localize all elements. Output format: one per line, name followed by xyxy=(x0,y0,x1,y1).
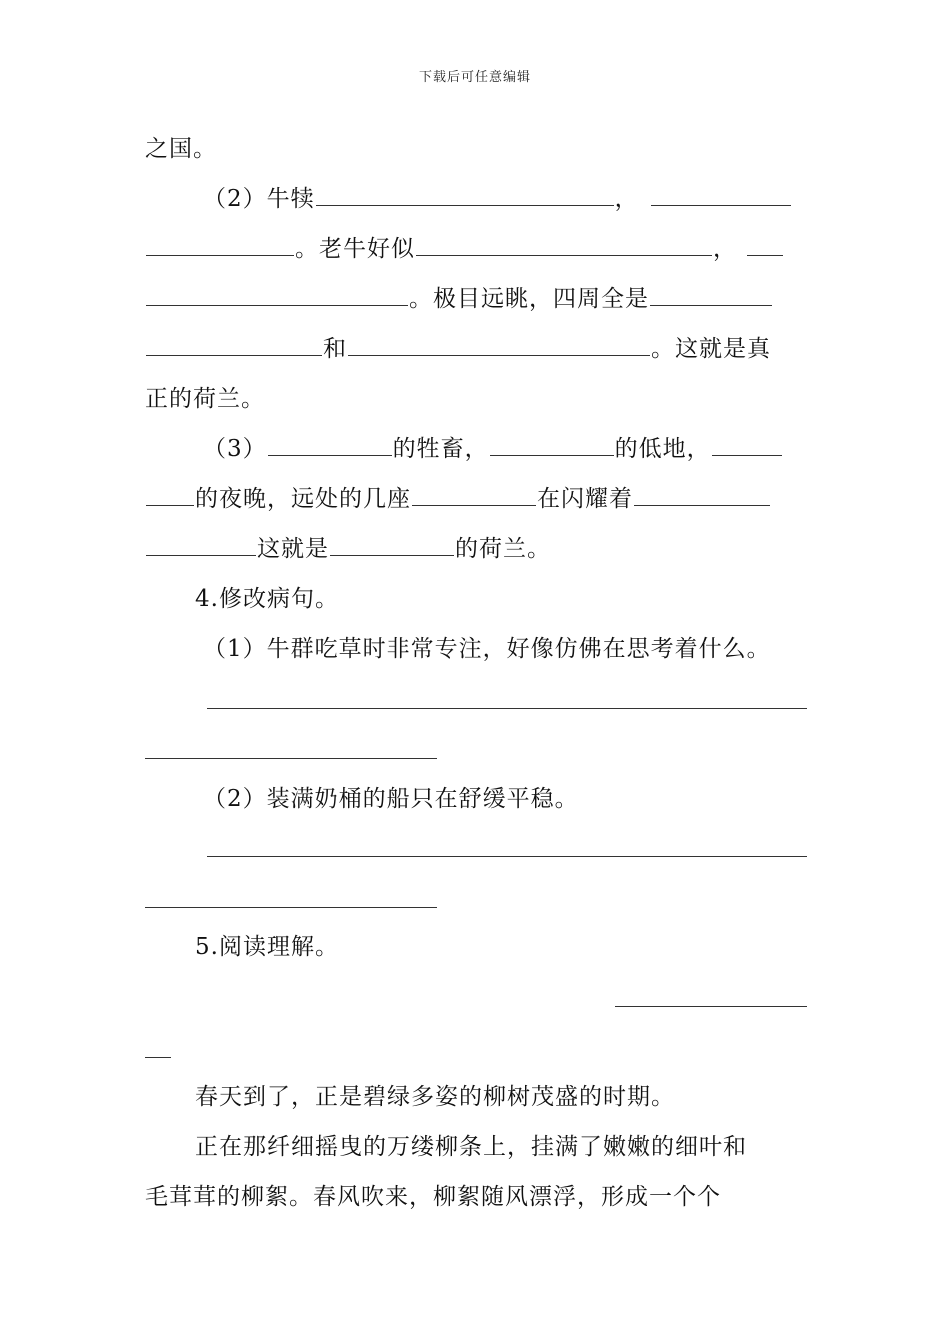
text-line: 之国。 xyxy=(145,136,217,162)
fill-blank[interactable] xyxy=(146,483,194,506)
text-segment: 和 xyxy=(323,336,347,362)
fill-blank[interactable] xyxy=(747,233,783,256)
fill-blank[interactable] xyxy=(146,283,408,306)
answer-line[interactable] xyxy=(207,708,807,709)
q4-sentence-1: （1）牛群吃草时非常专注，好像仿佛在思考着什么。 xyxy=(203,636,771,662)
fill-blank[interactable] xyxy=(650,283,772,306)
q4-title: 4.修改病句。 xyxy=(195,586,339,612)
q3-p2-line5: 正的荷兰。 xyxy=(145,386,265,412)
q5-paragraph-2-line-1: 正在那纤细摇曳的万缕柳条上，挂满了嫩嫩的细叶和 xyxy=(195,1134,747,1160)
q3-p2-line2 xyxy=(145,232,807,266)
fill-blank[interactable] xyxy=(330,533,454,556)
text-segment: 的牲畜， xyxy=(392,436,489,462)
fill-blank[interactable] xyxy=(268,433,392,456)
answer-line[interactable] xyxy=(615,1006,807,1007)
fill-blank[interactable] xyxy=(490,433,614,456)
fill-blank[interactable] xyxy=(416,233,712,256)
page-header: 下载后可任意编辑 xyxy=(418,70,531,85)
answer-line[interactable] xyxy=(145,1057,171,1058)
q3-p3-line2 xyxy=(145,482,807,516)
answer-line[interactable] xyxy=(207,856,807,857)
fill-blank[interactable] xyxy=(146,233,294,256)
text-segment: 。极目远眺，四周全是 xyxy=(409,286,649,312)
text-segment: 在闪耀着 xyxy=(537,486,633,512)
fill-blank[interactable] xyxy=(146,533,256,556)
q3-p3-line3 xyxy=(145,532,807,566)
fill-blank[interactable] xyxy=(146,333,322,356)
fill-blank[interactable] xyxy=(316,183,614,206)
fill-blank[interactable] xyxy=(412,483,536,506)
fill-blank[interactable] xyxy=(634,483,770,506)
text-segment: 的低地， xyxy=(614,436,711,462)
punct: ， xyxy=(614,186,639,212)
answer-line[interactable] xyxy=(145,907,437,908)
text-segment: 的荷兰。 xyxy=(455,536,551,562)
q4-sentence-2: （2）装满奶桶的船只在舒缓平稳。 xyxy=(203,786,579,812)
q3-p2-line1 xyxy=(203,182,807,216)
fill-blank[interactable] xyxy=(348,333,650,356)
punct: ， xyxy=(713,236,737,262)
text-segment: 的夜晚，远处的几座 xyxy=(195,486,411,512)
q3-p3-line1 xyxy=(203,432,807,466)
q5-title: 5.阅读理解。 xyxy=(195,934,339,960)
fill-blank[interactable] xyxy=(651,183,791,206)
text-segment: 。老牛好似 xyxy=(295,236,415,262)
q5-paragraph-2-line-2: 毛茸茸的柳絮。春风吹来，柳絮随风漂浮，形成一个个 xyxy=(145,1184,721,1210)
q3-p2-line4 xyxy=(145,332,807,366)
q3-p2-label: （2）牛犊 xyxy=(203,186,315,212)
text-segment: 这就是 xyxy=(257,536,329,562)
q5-paragraph-1: 春天到了，正是碧绿多姿的柳树茂盛的时期。 xyxy=(195,1084,675,1110)
q3-p3-label: （3） xyxy=(203,436,267,462)
q3-p2-line3 xyxy=(145,282,807,316)
fill-blank[interactable] xyxy=(712,433,782,456)
answer-line[interactable] xyxy=(145,758,437,759)
text-segment: 。这就是真 xyxy=(651,336,771,362)
